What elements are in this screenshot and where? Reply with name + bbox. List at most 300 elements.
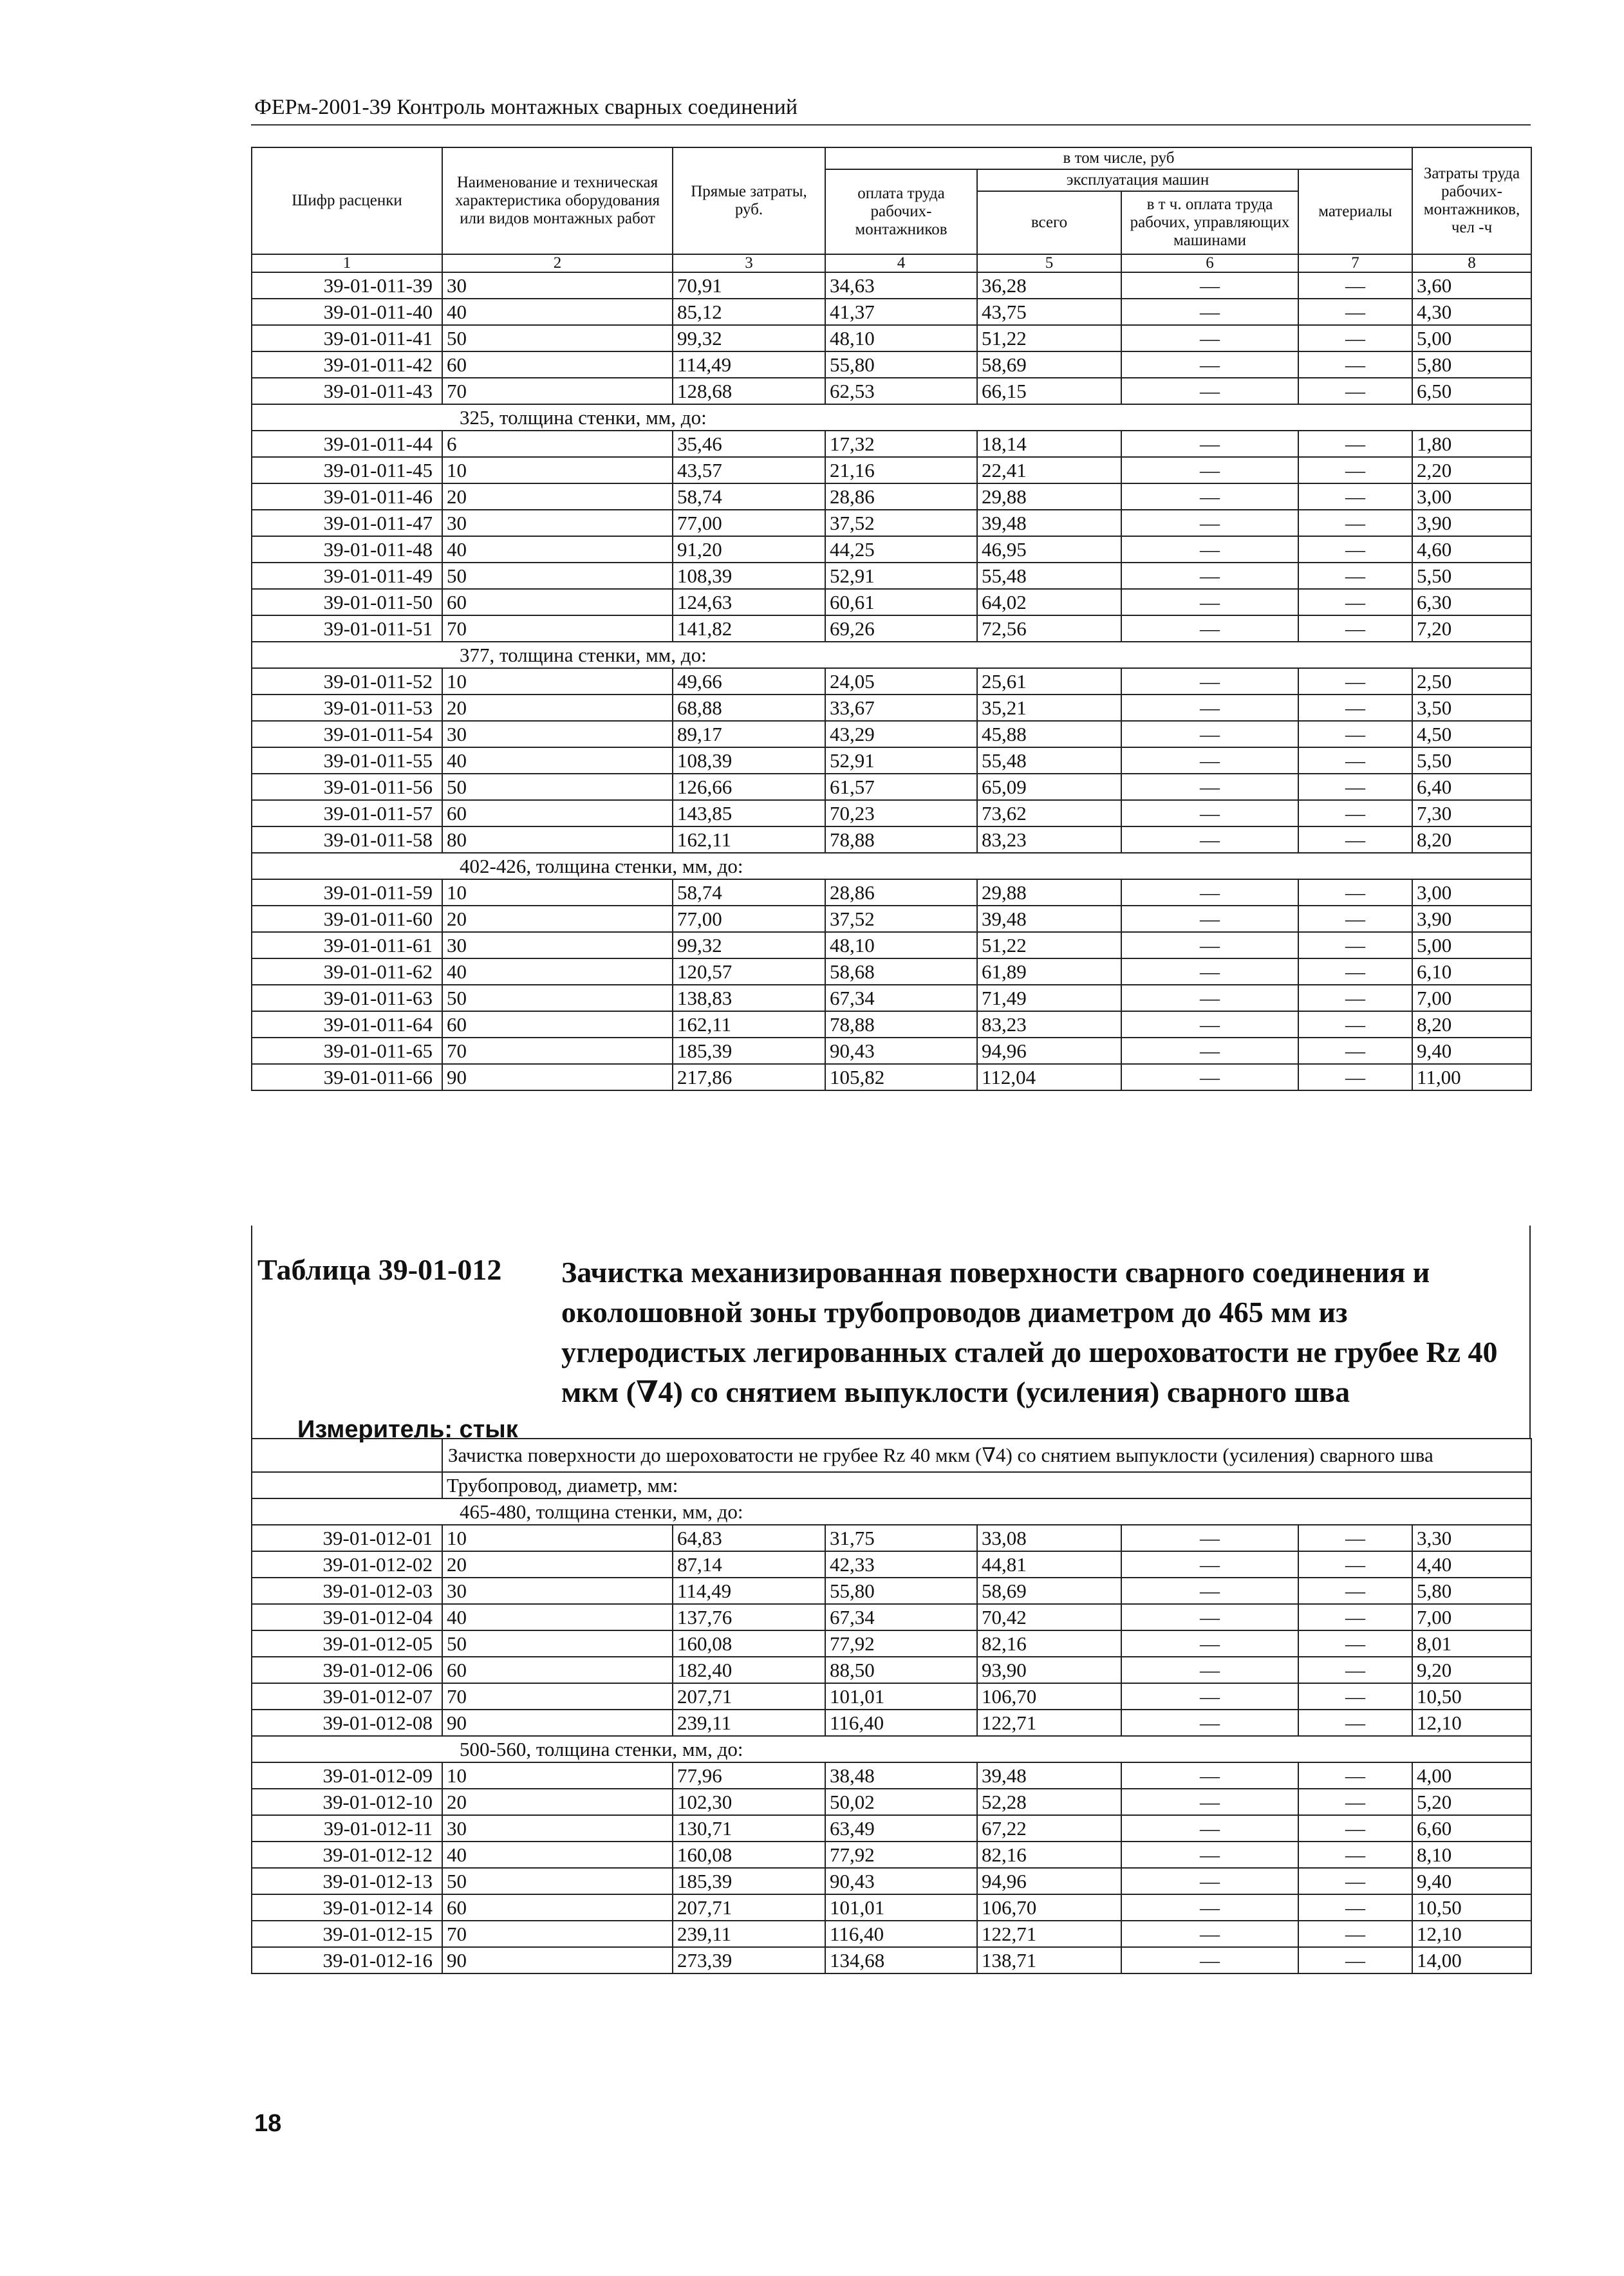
table-cell: 64,83	[673, 1525, 825, 1551]
table-row	[252, 536, 1531, 563]
table-cell: 10	[442, 668, 673, 695]
table-row	[252, 299, 1531, 325]
table-cell: 58,69	[977, 1578, 1121, 1604]
table-row	[252, 774, 1531, 800]
table-cell: —	[1121, 958, 1298, 985]
table-cell: 4,60	[1412, 536, 1531, 563]
table-cell: 36,28	[977, 272, 1121, 299]
table-cell: 20	[442, 1789, 673, 1815]
table-cell: —	[1298, 958, 1412, 985]
column-number: 1	[252, 254, 442, 272]
table-cell: —	[1298, 1842, 1412, 1868]
section-title: 465-480, толщина стенки, мм, до:	[252, 1498, 1531, 1525]
table-cell: 49,66	[673, 668, 825, 695]
table-cell: —	[1121, 615, 1298, 642]
table-cell: —	[1298, 1815, 1412, 1842]
table-cell: —	[1298, 378, 1412, 404]
table-cell: 39-01-011-56	[252, 774, 442, 800]
page-header: ФЕРм-2001-39 Контроль монтажных сварных соединений	[254, 95, 798, 119]
table-cell: —	[1121, 1815, 1298, 1842]
table-cell: 138,83	[673, 985, 825, 1011]
table-cell: —	[1298, 1578, 1412, 1604]
table-cell: —	[1121, 826, 1298, 853]
table-row	[252, 958, 1531, 985]
table-cell: —	[1121, 695, 1298, 721]
table-cell: 39-01-011-65	[252, 1038, 442, 1064]
table-cell: —	[1298, 800, 1412, 826]
table-cell: 3,90	[1412, 906, 1531, 932]
table-cell: 61,89	[977, 958, 1121, 985]
table-cell: 39-01-011-49	[252, 563, 442, 589]
table-cell: 3,50	[1412, 695, 1531, 721]
table-cell: 80	[442, 826, 673, 853]
table-cell: 182,40	[673, 1657, 825, 1683]
table-cell: —	[1298, 721, 1412, 747]
table-cell: 2,50	[1412, 668, 1531, 695]
table-cell: 106,70	[977, 1683, 1121, 1710]
table-cell: 114,49	[673, 351, 825, 378]
table-row	[252, 1525, 1531, 1551]
table-cell: 67,22	[977, 1815, 1121, 1842]
table-cell: 20	[442, 906, 673, 932]
table-cell: 6,30	[1412, 589, 1531, 615]
table-cell: 130,71	[673, 1815, 825, 1842]
table-cell: —	[1298, 747, 1412, 774]
table-cell: 29,88	[977, 483, 1121, 510]
table-cell: 46,95	[977, 536, 1121, 563]
table-cell: 30	[442, 1815, 673, 1842]
table-cell: 60	[442, 1657, 673, 1683]
table-cell: 5,00	[1412, 932, 1531, 958]
section-row	[252, 642, 1531, 668]
table-cell: 217,86	[673, 1064, 825, 1090]
table-cell: —	[1298, 1551, 1412, 1578]
table-cell: 58,69	[977, 351, 1121, 378]
table-cell: —	[1121, 1604, 1298, 1630]
table-row	[252, 1551, 1531, 1578]
table-cell: 6,50	[1412, 378, 1531, 404]
table-cell: 40	[442, 1604, 673, 1630]
table-cell: 99,32	[673, 932, 825, 958]
table-cell: 39-01-011-43	[252, 378, 442, 404]
table-cell: —	[1121, 1921, 1298, 1947]
table-cell: 55,48	[977, 747, 1121, 774]
table-cell: 70,42	[977, 1604, 1121, 1630]
col-header-total: всего	[977, 191, 1121, 254]
table-cell: 10	[442, 1525, 673, 1551]
table-cell: 7,00	[1412, 985, 1531, 1011]
table-row	[252, 325, 1531, 351]
table-cell: —	[1121, 325, 1298, 351]
table-row	[252, 615, 1531, 642]
table-cell: —	[1298, 431, 1412, 457]
table-cell: —	[1121, 1038, 1298, 1064]
table-cell: 30	[442, 510, 673, 536]
table-cell: 61,57	[825, 774, 977, 800]
table-cell: 6	[442, 431, 673, 457]
table-cell: 39,48	[977, 906, 1121, 932]
table-cell: 6,10	[1412, 958, 1531, 985]
table-cell: —	[1298, 483, 1412, 510]
table-cell: 39-01-011-47	[252, 510, 442, 536]
table-row	[252, 932, 1531, 958]
table-cell: 60	[442, 1011, 673, 1038]
table-cell: 6,40	[1412, 774, 1531, 800]
table-cell: 239,11	[673, 1710, 825, 1736]
table-cell: 39-01-011-51	[252, 615, 442, 642]
table-cell: 64,02	[977, 589, 1121, 615]
table-row	[252, 1604, 1531, 1630]
table-cell: 20	[442, 695, 673, 721]
table-cell: 60	[442, 589, 673, 615]
table-cell: —	[1121, 272, 1298, 299]
table-cell: 39-01-011-62	[252, 958, 442, 985]
table-cell: 39-01-011-54	[252, 721, 442, 747]
column-number: 8	[1412, 254, 1531, 272]
table-cell: 207,71	[673, 1894, 825, 1921]
table-cell: 10,50	[1412, 1894, 1531, 1921]
table-cell: 8,20	[1412, 1011, 1531, 1038]
table-cell: 90	[442, 1947, 673, 1973]
table-cell: 116,40	[825, 1921, 977, 1947]
table-cell: 39-01-012-11	[252, 1815, 442, 1842]
table-cell: 5,50	[1412, 563, 1531, 589]
table-cell: —	[1121, 1525, 1298, 1551]
table-cell: 62,53	[825, 378, 977, 404]
column-number: 6	[1121, 254, 1298, 272]
table-cell: 70,23	[825, 800, 977, 826]
table-cell: —	[1298, 1921, 1412, 1947]
table-cell: —	[1298, 272, 1412, 299]
table-cell: 30	[442, 932, 673, 958]
table-cell: 39-01-011-53	[252, 695, 442, 721]
table-cell: —	[1121, 774, 1298, 800]
table-cell: 35,46	[673, 431, 825, 457]
table-cell: 39-01-012-10	[252, 1789, 442, 1815]
table-cell: 51,22	[977, 932, 1121, 958]
table-cell: —	[1298, 1525, 1412, 1551]
table-cell: 160,08	[673, 1842, 825, 1868]
table-cell: —	[1298, 615, 1412, 642]
table-cell: 58,74	[673, 879, 825, 906]
table-cell: —	[1121, 1064, 1298, 1090]
table-cell: 21,16	[825, 457, 977, 483]
table-cell: 39-01-012-04	[252, 1604, 442, 1630]
table-cell: 126,66	[673, 774, 825, 800]
table-cell: —	[1121, 1630, 1298, 1657]
table-cell: 43,29	[825, 721, 977, 747]
table-cell: 134,68	[825, 1947, 977, 1973]
table-cell: 88,50	[825, 1657, 977, 1683]
page-number: 18	[254, 2110, 282, 2137]
table-row	[252, 378, 1531, 404]
table-row	[252, 1762, 1531, 1789]
table-cell: 55,80	[825, 351, 977, 378]
table-cell: —	[1298, 536, 1412, 563]
table-cell: 83,23	[977, 1011, 1121, 1038]
table-cell: 5,00	[1412, 325, 1531, 351]
table-cell: —	[1121, 879, 1298, 906]
table-cell: 39-01-012-13	[252, 1868, 442, 1894]
table-cell: 70	[442, 1921, 673, 1947]
table-cell: 55,80	[825, 1578, 977, 1604]
table-cell: 42,33	[825, 1551, 977, 1578]
table-cell: 10,50	[1412, 1683, 1531, 1710]
table-cell: 90,43	[825, 1868, 977, 1894]
table-row	[252, 1947, 1531, 1973]
table-cell: 14,00	[1412, 1947, 1531, 1973]
table-cell: —	[1121, 1710, 1298, 1736]
table-cell: 78,88	[825, 1011, 977, 1038]
column-number: 3	[673, 254, 825, 272]
table2-pipeline-spacer	[252, 1472, 442, 1498]
table-cell: 5,80	[1412, 351, 1531, 378]
table-cell: 137,76	[673, 1604, 825, 1630]
table-cell: 58,74	[673, 483, 825, 510]
table-cell: 39,48	[977, 1762, 1121, 1789]
table-cell: 116,40	[825, 1710, 977, 1736]
table-cell: 73,62	[977, 800, 1121, 826]
table-cell: 52,91	[825, 563, 977, 589]
table-cell: 10	[442, 457, 673, 483]
table-row	[252, 1064, 1531, 1090]
table-row	[252, 483, 1531, 510]
table-cell: 39-01-011-58	[252, 826, 442, 853]
table-cell: 70,91	[673, 272, 825, 299]
table-row	[252, 668, 1531, 695]
table-row	[252, 1578, 1531, 1604]
table-row	[252, 351, 1531, 378]
table-cell: 39-01-011-63	[252, 985, 442, 1011]
table-cell: 90	[442, 1064, 673, 1090]
table2-desc-row	[252, 1439, 1531, 1472]
table-cell: 162,11	[673, 826, 825, 853]
table-cell: 20	[442, 1551, 673, 1578]
table-cell: 87,14	[673, 1551, 825, 1578]
table-cell: 85,12	[673, 299, 825, 325]
table-cell: —	[1298, 1789, 1412, 1815]
section-title: 325, толщина стенки, мм, до:	[252, 404, 1531, 431]
table-cell: 3,00	[1412, 483, 1531, 510]
table-cell: —	[1121, 457, 1298, 483]
table-cell: 39-01-011-60	[252, 906, 442, 932]
table-cell: 39-01-011-45	[252, 457, 442, 483]
table-cell: 22,41	[977, 457, 1121, 483]
table-cell: 68,88	[673, 695, 825, 721]
table-cell: 39-01-011-66	[252, 1064, 442, 1090]
table-cell: 39,48	[977, 510, 1121, 536]
table2-meter: Измеритель: стык	[297, 1416, 518, 1443]
table-cell: 40	[442, 747, 673, 774]
table2-title: Зачистка механизированная поверхности сварного соединения и околошовной зоны трубопроводов диаметром до 465 мм из углеродистых легированных сталей до шероховатости не грубее Rz 40 мкм (∇4) со снятием выпуклости (усиления) сварного шва	[561, 1256, 1498, 1408]
table-cell: 40	[442, 1842, 673, 1868]
price-table-39-01-011	[251, 147, 1532, 1091]
table-cell: 77,00	[673, 906, 825, 932]
table-cell: —	[1121, 510, 1298, 536]
table-cell: —	[1298, 1868, 1412, 1894]
table-row	[252, 1921, 1531, 1947]
table-cell: 30	[442, 721, 673, 747]
col-header-labor: Затраты труда рабочих-монтажников, чел -ч	[1412, 147, 1531, 254]
table-cell: —	[1121, 1762, 1298, 1789]
table-cell: 3,90	[1412, 510, 1531, 536]
table-cell: —	[1121, 668, 1298, 695]
table-cell: 38,48	[825, 1762, 977, 1789]
table-cell: 29,88	[977, 879, 1121, 906]
table-row	[252, 1789, 1531, 1815]
table-cell: 67,34	[825, 985, 977, 1011]
table-cell: —	[1121, 721, 1298, 747]
col-header-incl-wages: в т ч. оплата труда рабочих, управляющих машинами	[1121, 191, 1298, 254]
table-cell: 6,60	[1412, 1815, 1531, 1842]
table-cell: 90,43	[825, 1038, 977, 1064]
table-cell: 18,14	[977, 431, 1121, 457]
table-cell: —	[1298, 1630, 1412, 1657]
table2-pipeline: Трубопровод, диаметр, мм:	[442, 1472, 1531, 1498]
table-cell: 39-01-012-15	[252, 1921, 442, 1947]
table-row	[252, 1842, 1531, 1868]
table-cell: 39-01-012-02	[252, 1551, 442, 1578]
table2-pipeline-row	[252, 1472, 1531, 1498]
table2-desc-spacer	[252, 1439, 442, 1472]
table-cell: 37,52	[825, 510, 977, 536]
col-header-machines: эксплуатация машин	[977, 169, 1298, 191]
col-header-direct: Прямые затраты, руб.	[673, 147, 825, 254]
table-cell: 39-01-011-55	[252, 747, 442, 774]
table-cell: 44,25	[825, 536, 977, 563]
table-cell: 52,91	[825, 747, 977, 774]
table-cell: 207,71	[673, 1683, 825, 1710]
table-cell: 40	[442, 299, 673, 325]
table-cell: —	[1121, 1683, 1298, 1710]
table-row	[252, 1657, 1531, 1683]
table-cell: —	[1121, 1789, 1298, 1815]
table-cell: 50	[442, 985, 673, 1011]
table-cell: —	[1121, 1842, 1298, 1868]
table-cell: —	[1298, 1604, 1412, 1630]
table-cell: —	[1121, 536, 1298, 563]
table-cell: 120,57	[673, 958, 825, 985]
table-cell: 106,70	[977, 1894, 1121, 1921]
section-row	[252, 853, 1531, 879]
column-number: 7	[1298, 254, 1412, 272]
table-cell: —	[1298, 1894, 1412, 1921]
table-cell: —	[1121, 800, 1298, 826]
table-row	[252, 1630, 1531, 1657]
table-cell: —	[1298, 668, 1412, 695]
table-cell: —	[1298, 299, 1412, 325]
table-cell: 39-01-011-59	[252, 879, 442, 906]
table-cell: 99,32	[673, 325, 825, 351]
table-row	[252, 1038, 1531, 1064]
column-number: 2	[442, 254, 673, 272]
table-row	[252, 1815, 1531, 1842]
table-cell: 122,71	[977, 1921, 1121, 1947]
table-cell: 72,56	[977, 615, 1121, 642]
table-row	[252, 1868, 1531, 1894]
table-cell: 31,75	[825, 1525, 977, 1551]
table-cell: 39-01-011-42	[252, 351, 442, 378]
table-cell: 39-01-011-57	[252, 800, 442, 826]
table-cell: —	[1298, 325, 1412, 351]
table-cell: 39-01-011-61	[252, 932, 442, 958]
table-cell: 39-01-012-06	[252, 1657, 442, 1683]
table-cell: 39-01-012-09	[252, 1762, 442, 1789]
table-row	[252, 826, 1531, 853]
table-cell: 30	[442, 272, 673, 299]
table-cell: 82,16	[977, 1842, 1121, 1868]
table-cell: 39-01-011-41	[252, 325, 442, 351]
section-title: 500-560, толщина стенки, мм, до:	[252, 1736, 1531, 1762]
table-cell: 33,67	[825, 695, 977, 721]
table-cell: —	[1121, 589, 1298, 615]
section-row	[252, 1736, 1531, 1762]
table-cell: —	[1298, 1947, 1412, 1973]
table-cell: 58,68	[825, 958, 977, 985]
table-cell: 141,82	[673, 615, 825, 642]
table-cell: 9,40	[1412, 1868, 1531, 1894]
table-cell: 63,49	[825, 1815, 977, 1842]
table-row	[252, 1710, 1531, 1736]
table-row	[252, 589, 1531, 615]
table-cell: 35,21	[977, 695, 1121, 721]
table-cell: 28,86	[825, 879, 977, 906]
table-cell: 40	[442, 958, 673, 985]
table-cell: —	[1121, 1551, 1298, 1578]
table-cell: —	[1298, 589, 1412, 615]
table-row	[252, 431, 1531, 457]
table-cell: 162,11	[673, 1011, 825, 1038]
table-cell: —	[1121, 1868, 1298, 1894]
table-cell: 7,30	[1412, 800, 1531, 826]
table-cell: 239,11	[673, 1921, 825, 1947]
table-cell: 108,39	[673, 563, 825, 589]
table-cell: 273,39	[673, 1947, 825, 1973]
col-header-wages: оплата труда рабочих-монтажников	[825, 169, 977, 254]
table-cell: —	[1298, 985, 1412, 1011]
table-cell: 70	[442, 1683, 673, 1710]
table-cell: 60,61	[825, 589, 977, 615]
table-cell: 2,20	[1412, 457, 1531, 483]
table-cell: 39-01-012-07	[252, 1683, 442, 1710]
column-number-row	[252, 254, 1531, 272]
table-cell: 11,00	[1412, 1064, 1531, 1090]
table-cell: 114,49	[673, 1578, 825, 1604]
table-cell: 39-01-012-01	[252, 1525, 442, 1551]
column-number: 5	[977, 254, 1121, 272]
table-row	[252, 695, 1531, 721]
table-cell: —	[1298, 1657, 1412, 1683]
table-cell: 93,90	[977, 1657, 1121, 1683]
table-cell: 50,02	[825, 1789, 977, 1815]
table-cell: —	[1121, 906, 1298, 932]
table-cell: 94,96	[977, 1868, 1121, 1894]
table-cell: 50	[442, 1868, 673, 1894]
table-cell: 5,80	[1412, 1578, 1531, 1604]
table-cell: 39-01-011-52	[252, 668, 442, 695]
column-number: 4	[825, 254, 977, 272]
table-cell: —	[1298, 1038, 1412, 1064]
table-cell: 66,15	[977, 378, 1121, 404]
table-cell: —	[1298, 879, 1412, 906]
section-row	[252, 404, 1531, 431]
table-cell: 4,30	[1412, 299, 1531, 325]
table-cell: 83,23	[977, 826, 1121, 853]
table-cell: 128,68	[673, 378, 825, 404]
table-cell: 50	[442, 563, 673, 589]
table2-description: Зачистка поверхности до шероховатости не грубее Rz 40 мкм (∇4) со снятием выпуклости (усиления) сварного шва	[442, 1439, 1531, 1472]
table-cell: —	[1121, 483, 1298, 510]
